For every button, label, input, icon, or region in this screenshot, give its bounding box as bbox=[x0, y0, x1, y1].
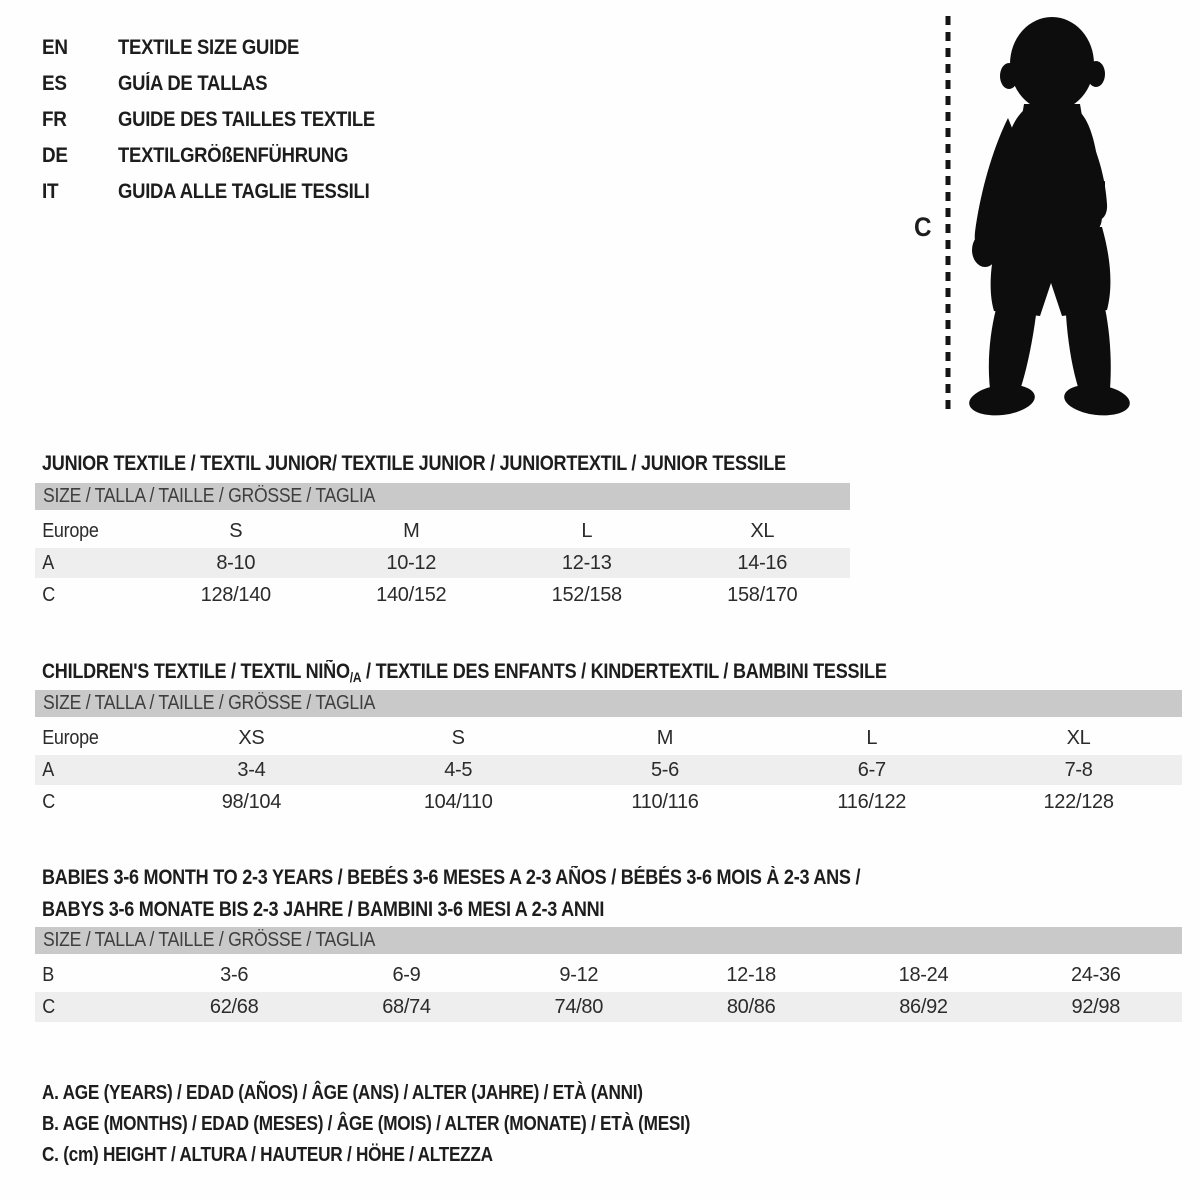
table-cell: 14-16 bbox=[737, 551, 788, 574]
language-title: GUÍA DE TALLAS bbox=[118, 72, 268, 95]
size-header-label: SIZE / TALLA / TAILLE / GRÖSSE / TAGLIA bbox=[43, 485, 376, 507]
babies-textile-table bbox=[35, 927, 1182, 1024]
legend-age-months: B. AGE (MONTHS) / EDAD (MESES) / ÂGE (MOIS) / ALTER (MONATE) / ETÀ (MESI) bbox=[42, 1113, 691, 1135]
size-header-bar bbox=[35, 690, 1182, 717]
size-header-label: SIZE / TALLA / TAILLE / GRÖSSE / TAGLIA bbox=[43, 929, 376, 951]
legend-age-years: A. AGE (YEARS) / EDAD (AÑOS) / ÂGE (ANS) / ALTER (JAHRE) / ETÀ (ANNI) bbox=[42, 1082, 643, 1104]
table-cell: XL bbox=[1066, 726, 1091, 749]
size-header-bar bbox=[35, 927, 1182, 954]
table-row-age bbox=[35, 755, 1182, 785]
language-code: DE bbox=[42, 144, 68, 167]
row-label: Europe bbox=[42, 726, 99, 749]
table-cell: L bbox=[866, 726, 878, 749]
language-title: GUIDE DES TAILLES TEXTILE bbox=[118, 108, 375, 131]
childrens-textile-table bbox=[35, 690, 1182, 819]
table-row-height bbox=[35, 787, 1182, 817]
table-cell: 122/128 bbox=[1043, 790, 1114, 813]
height-measure-label: C bbox=[914, 212, 932, 242]
table-cell: 3-6 bbox=[220, 963, 249, 986]
table-cell: 110/116 bbox=[631, 790, 699, 813]
table-cell: 18-24 bbox=[898, 963, 949, 986]
table-cell: 158/170 bbox=[727, 583, 798, 606]
table-cell: 62/68 bbox=[209, 995, 259, 1018]
table-cell: XS bbox=[238, 726, 265, 749]
table-cell: 128/140 bbox=[200, 583, 271, 606]
table-cell: 12-18 bbox=[726, 963, 776, 986]
language-row-it bbox=[42, 174, 410, 210]
row-label: A bbox=[42, 758, 54, 781]
table-cell: XL bbox=[750, 519, 775, 542]
title-subscript: /A bbox=[349, 669, 362, 686]
language-row-de bbox=[42, 138, 410, 174]
table-row-age bbox=[35, 548, 850, 578]
table-cell: 140/152 bbox=[376, 583, 447, 606]
language-title: GUIDA ALLE TAGLIE TESSILI bbox=[118, 180, 370, 203]
table-cell: S bbox=[451, 726, 465, 749]
height-measure-line bbox=[944, 16, 952, 416]
table-cell: 12-13 bbox=[561, 551, 612, 574]
table-cell: 24-36 bbox=[1070, 963, 1121, 986]
language-row-es bbox=[42, 66, 410, 102]
table-cell: 74/80 bbox=[554, 995, 604, 1018]
language-code: FR bbox=[42, 108, 67, 131]
table-cell: 8-10 bbox=[216, 551, 256, 574]
table-cell: 92/98 bbox=[1071, 995, 1121, 1018]
table-cell: 10-12 bbox=[386, 551, 437, 574]
table-cell: L bbox=[581, 519, 593, 542]
language-title: TEXTILGRÖßENFÜHRUNG bbox=[118, 144, 349, 167]
table-cell: 68/74 bbox=[382, 995, 431, 1018]
baby-head bbox=[1010, 17, 1094, 111]
row-label: B bbox=[42, 963, 54, 986]
table-cell: 6-7 bbox=[857, 758, 886, 781]
title-part1: CHILDREN'S TEXTILE / TEXTIL NIÑO bbox=[42, 660, 350, 684]
row-label: C bbox=[42, 583, 55, 606]
junior-textile-title: JUNIOR TEXTILE / TEXTIL JUNIOR/ TEXTILE JUNIOR / JUNIORTEXTIL / JUNIOR TESSILE bbox=[42, 452, 786, 476]
junior-textile-table bbox=[35, 483, 850, 612]
toddler-silhouette-icon bbox=[960, 12, 1142, 422]
language-code: EN bbox=[42, 36, 68, 59]
table-cell: 5-6 bbox=[650, 758, 679, 781]
row-label: A bbox=[42, 551, 54, 574]
row-label: C bbox=[42, 790, 55, 813]
childrens-textile-title bbox=[42, 660, 887, 689]
language-row-en bbox=[42, 30, 410, 66]
table-cell: M bbox=[656, 726, 674, 749]
row-label: Europe bbox=[42, 519, 99, 542]
table-row-height bbox=[35, 580, 850, 610]
babies-title-line1: BABIES 3-6 MONTH TO 2-3 YEARS / BEBÉS 3-6 MESES A 2-3 AÑOS / BÉBÉS 3-6 MOIS À 2-3 ANS / bbox=[42, 866, 861, 890]
table-cell: 7-8 bbox=[1064, 758, 1093, 781]
size-header-bar bbox=[35, 483, 850, 510]
table-cell: 104/110 bbox=[423, 790, 493, 813]
language-title-list bbox=[42, 30, 410, 210]
size-header-label: SIZE / TALLA / TAILLE / GRÖSSE / TAGLIA bbox=[43, 692, 376, 714]
table-cell: 86/92 bbox=[899, 995, 948, 1018]
table-cell: 116/122 bbox=[837, 790, 907, 813]
table-cell: 152/158 bbox=[551, 583, 622, 606]
babies-title-line2: BABYS 3-6 MONATE BIS 2-3 JAHRE / BAMBINI 3-6 MESI A 2-3 ANNI bbox=[42, 898, 605, 922]
table-row-europe bbox=[35, 723, 1182, 753]
language-code: ES bbox=[42, 72, 67, 95]
table-cell: 80/86 bbox=[726, 995, 776, 1018]
table-cell: 9-12 bbox=[559, 963, 599, 986]
table-cell: S bbox=[229, 519, 243, 542]
language-row-fr bbox=[42, 102, 410, 138]
table-cell: 98/104 bbox=[221, 790, 282, 813]
language-code: IT bbox=[42, 180, 59, 203]
table-cell: M bbox=[403, 519, 420, 542]
table-cell: 6-9 bbox=[392, 963, 421, 986]
table-row-europe bbox=[35, 516, 850, 546]
table-cell: 3-4 bbox=[237, 758, 266, 781]
table-row-height bbox=[35, 992, 1182, 1022]
title-part2: / TEXTILE DES ENFANTS / KINDERTEXTIL / BAMBINI TESSILE bbox=[361, 660, 887, 684]
measurement-legend bbox=[42, 1078, 796, 1171]
legend-height-cm: C. (cm) HEIGHT / ALTURA / HAUTEUR / HÖHE / ALTEZZA bbox=[42, 1144, 493, 1166]
babies-textile-title bbox=[42, 866, 860, 922]
table-row-months bbox=[35, 960, 1182, 990]
row-label: C bbox=[42, 995, 55, 1018]
language-title: TEXTILE SIZE GUIDE bbox=[118, 36, 300, 59]
table-cell: 4-5 bbox=[444, 758, 473, 781]
